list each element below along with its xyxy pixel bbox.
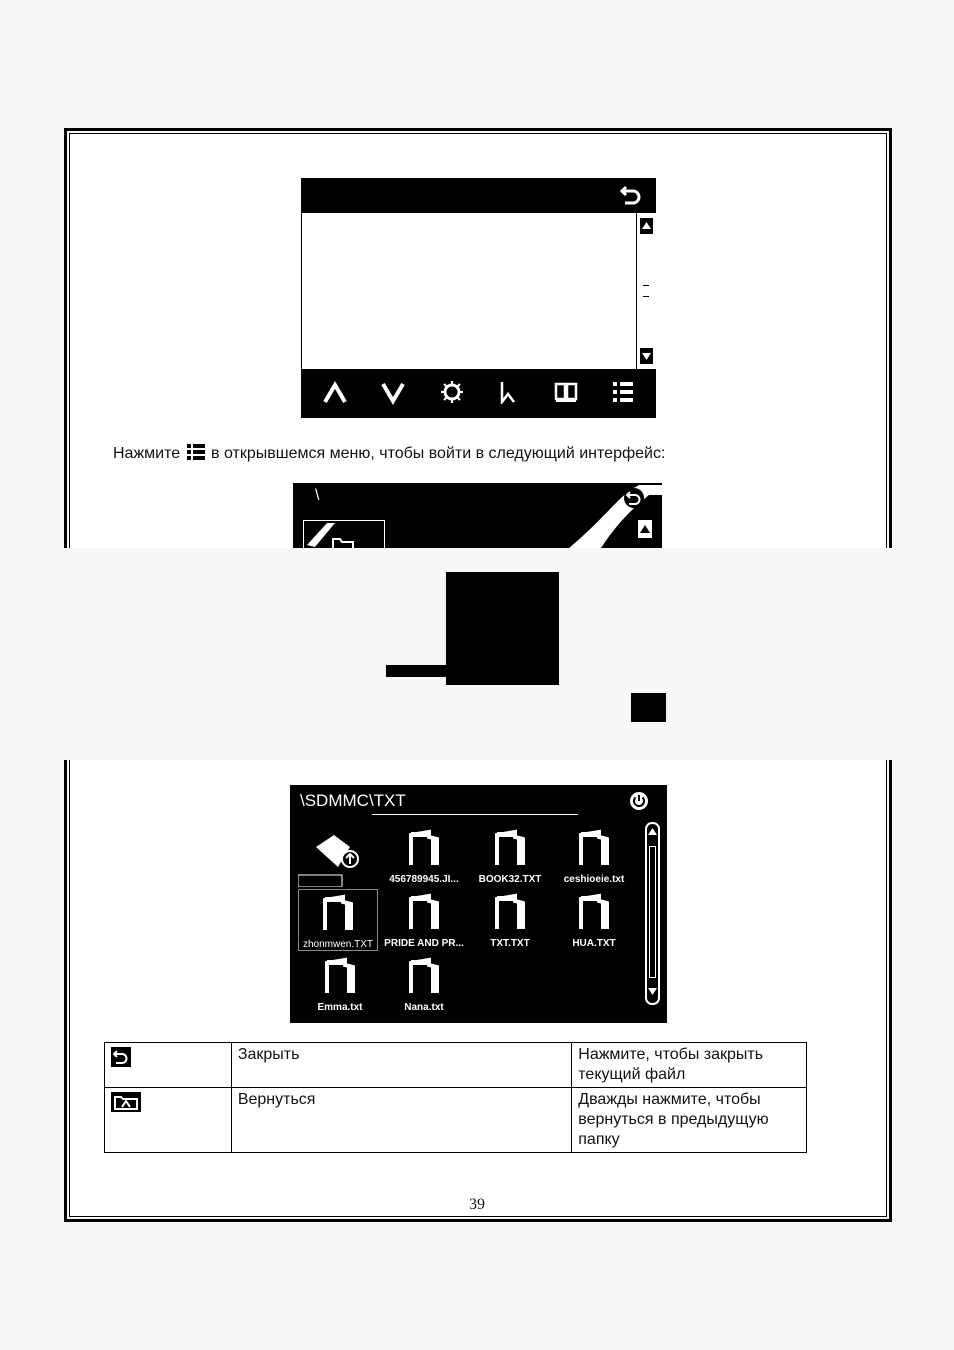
file-name: PRIDE AND PR... [384, 938, 464, 949]
legend-desc: Нажмите, чтобы закрыть текущий файл [572, 1043, 807, 1088]
legend-desc: Дважды нажмите, чтобы вернуться в предыдущую папку [572, 1088, 807, 1153]
page-down-icon[interactable] [380, 381, 406, 405]
text-file-icon [577, 893, 611, 931]
file-browser-screenshot [290, 785, 667, 1023]
file-name: HUA.TXT [572, 938, 616, 949]
file-tile[interactable] [300, 957, 380, 1013]
text-file-icon [323, 957, 357, 995]
file-tile[interactable] [470, 893, 550, 949]
scroll-up-icon[interactable] [639, 217, 654, 235]
legend-icon-cell [105, 1043, 232, 1088]
reader-top-bar [302, 179, 655, 213]
text-file-icon [407, 829, 441, 867]
file-name: ceshioeie.txt [563, 874, 625, 885]
instruction-after: в открывшемся меню, чтобы войти в следующий интерфейс: [211, 445, 666, 462]
redaction-square [631, 693, 666, 722]
text-file-icon [493, 829, 527, 867]
text-file-icon [321, 894, 355, 932]
file-tile[interactable] [384, 957, 464, 1013]
scroll-thumb[interactable] [643, 285, 649, 297]
back-arrow-icon[interactable] [620, 183, 642, 207]
page-up-icon[interactable] [322, 381, 348, 405]
legend-row [105, 1043, 807, 1088]
scroll-up-icon[interactable] [648, 828, 657, 836]
partial-screenshot [293, 483, 662, 548]
reader-screenshot [301, 178, 656, 418]
folder-outline-icon [331, 535, 357, 548]
file-tile[interactable] [554, 893, 634, 949]
instruction-before: Нажмите [113, 445, 181, 462]
legend-icon-cell [105, 1088, 232, 1153]
scroll-down-icon[interactable] [648, 988, 657, 996]
browser-path: \SDMMC\TXT [300, 791, 406, 810]
file-tile[interactable] [470, 829, 550, 885]
text-file-icon [407, 957, 441, 995]
book-icon[interactable] [554, 381, 578, 403]
text-file-icon [407, 893, 441, 931]
instruction-text [113, 443, 665, 463]
frame-right-line [889, 760, 892, 1222]
browser-scrollbar[interactable] [645, 822, 660, 1005]
menu-list-icon [187, 443, 205, 461]
folder-up-icon [111, 1092, 141, 1112]
folder-up-icon [298, 829, 378, 887]
file-name: TXT.TXT [490, 938, 530, 949]
back-arrow-icon [111, 1047, 131, 1067]
menu-list-icon[interactable] [612, 379, 634, 405]
reader-scrollbar[interactable] [636, 213, 656, 369]
file-name: Nana.txt [404, 1002, 444, 1013]
redaction-bar [386, 665, 448, 677]
path-underline [372, 814, 578, 815]
legend-name: Закрыть [231, 1043, 571, 1088]
bookmark-icon[interactable] [498, 380, 518, 404]
page-number: 39 [469, 1196, 485, 1213]
power-icon[interactable] [629, 791, 649, 811]
settings-gear-icon[interactable] [440, 380, 464, 404]
legend-table [104, 1042, 807, 1153]
file-name: 456789945.JI... [389, 874, 459, 885]
redaction-block [446, 572, 559, 685]
text-file-icon [577, 829, 611, 867]
file-tile[interactable] [384, 829, 464, 885]
folder-up-tile[interactable] [298, 829, 378, 887]
text-file-icon [493, 893, 527, 931]
file-tile-selected[interactable] [298, 889, 378, 951]
back-arrow-icon[interactable] [623, 487, 645, 509]
legend-name: Вернуться [231, 1088, 571, 1153]
file-name: zhonmwen.TXT [302, 939, 374, 950]
file-tile[interactable] [554, 829, 634, 885]
reader-bottom-bar [302, 369, 655, 417]
scroll-down-icon[interactable] [639, 347, 654, 365]
legend-row [105, 1088, 807, 1153]
partial-path: \ [315, 487, 320, 504]
scroll-track[interactable] [649, 846, 656, 978]
file-tile[interactable] [384, 893, 464, 949]
file-name: Emma.txt [317, 1002, 363, 1013]
file-name: BOOK32.TXT [478, 874, 542, 885]
scroll-up-icon[interactable] [638, 520, 652, 538]
frame-left-line [64, 760, 67, 1222]
decorative-swoosh [569, 483, 662, 548]
